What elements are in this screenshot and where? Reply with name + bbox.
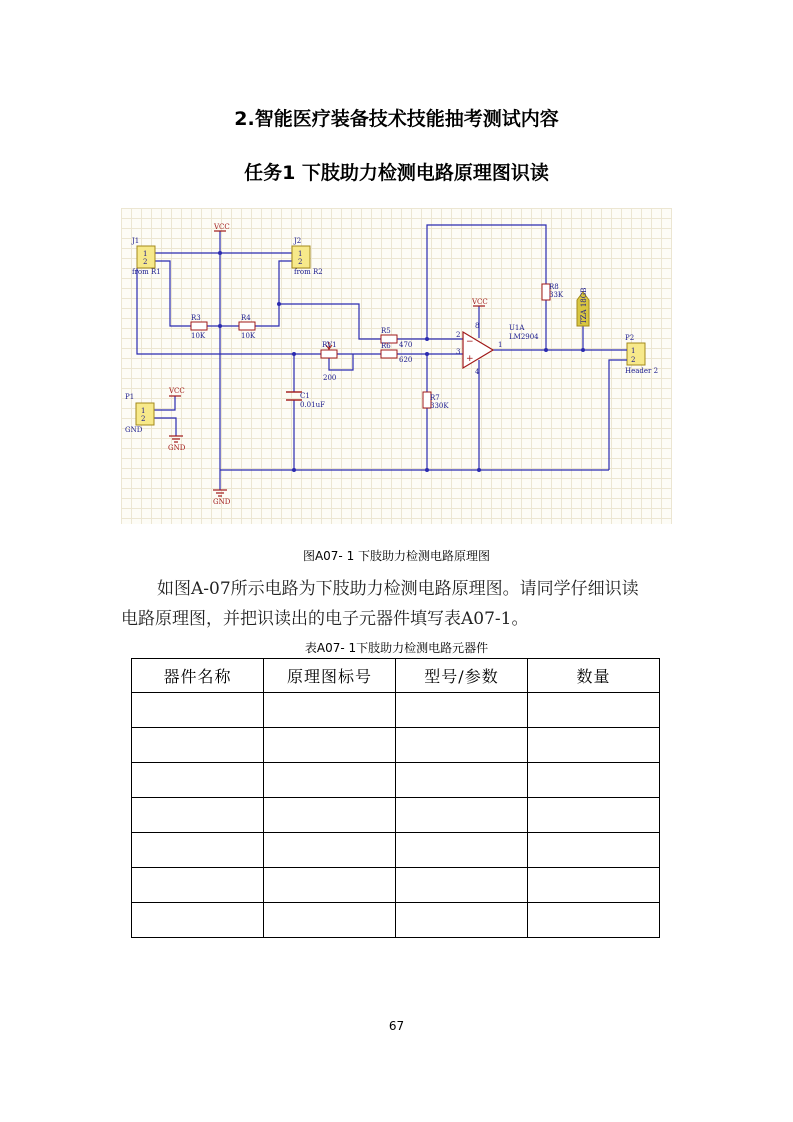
table-cell[interactable] bbox=[264, 728, 396, 763]
svg-text:8: 8 bbox=[475, 322, 480, 330]
table-cell[interactable] bbox=[528, 693, 660, 728]
vcc-top-label: VCC bbox=[214, 223, 230, 231]
table-row bbox=[132, 833, 660, 868]
svg-text:1: 1 bbox=[143, 250, 148, 258]
gnd-main-label: GND bbox=[213, 498, 231, 506]
svg-text:1: 1 bbox=[498, 341, 503, 349]
table-cell[interactable] bbox=[264, 763, 396, 798]
table-cell[interactable] bbox=[264, 833, 396, 868]
table-cell[interactable] bbox=[528, 903, 660, 938]
svg-text:470: 470 bbox=[399, 341, 413, 349]
r3-label: R3 bbox=[191, 314, 201, 322]
r7-label: R7 bbox=[430, 394, 440, 402]
svg-text:3: 3 bbox=[456, 348, 461, 356]
table-cell[interactable] bbox=[396, 728, 528, 763]
components-table bbox=[131, 658, 660, 938]
table-row bbox=[132, 693, 660, 728]
table-row bbox=[132, 868, 660, 903]
svg-text:10K: 10K bbox=[191, 332, 206, 340]
svg-text:GND: GND bbox=[125, 426, 143, 434]
table-caption: 表A07- 1下肢助力检测电路元器件 bbox=[304, 641, 489, 655]
header-model-param: 型号/参数 bbox=[396, 659, 528, 693]
svg-text:33K: 33K bbox=[549, 291, 564, 299]
section-heading: 2.智能医疗装备技术技能抽考测试内容 bbox=[234, 108, 559, 130]
svg-text:0.01uF: 0.01uF bbox=[300, 401, 325, 409]
svg-text:620: 620 bbox=[399, 356, 413, 364]
p1-label: P1 bbox=[125, 393, 135, 401]
svg-text:2: 2 bbox=[298, 258, 303, 266]
r5-label: R5 bbox=[381, 327, 391, 335]
header-schematic-label: 原理图标号 bbox=[264, 659, 396, 693]
table-row bbox=[132, 798, 660, 833]
p2-desc: Header 2 bbox=[625, 367, 659, 375]
table-cell[interactable] bbox=[264, 798, 396, 833]
svg-text:200: 200 bbox=[323, 374, 337, 382]
wires bbox=[137, 225, 613, 490]
r4-label: R4 bbox=[241, 314, 251, 322]
svg-text:2: 2 bbox=[631, 356, 636, 364]
table-cell[interactable] bbox=[264, 868, 396, 903]
instruction-paragraph bbox=[121, 574, 673, 634]
svg-text:TZA 18GB: TZA 18GB bbox=[580, 287, 588, 324]
task-heading: 任务1 下肢助力检测电路原理图识读 bbox=[244, 162, 549, 184]
net-flag bbox=[577, 288, 589, 326]
j1-label: J1 bbox=[132, 237, 140, 245]
opamp-u1a bbox=[463, 332, 493, 368]
svg-text:+: + bbox=[466, 354, 474, 364]
svg-text:1: 1 bbox=[141, 407, 146, 415]
table-cell[interactable] bbox=[528, 868, 660, 903]
table-cell[interactable] bbox=[264, 693, 396, 728]
header-quantity: 数量 bbox=[528, 659, 660, 693]
vcc-symbols bbox=[169, 231, 485, 396]
j2-desc: from R2 bbox=[294, 268, 323, 276]
table-row bbox=[132, 728, 660, 763]
header-component-name: 器件名称 bbox=[132, 659, 264, 693]
rv1-label: RV1 bbox=[322, 341, 337, 349]
svg-text:2: 2 bbox=[456, 331, 461, 339]
svg-text:4: 4 bbox=[475, 368, 480, 376]
table-cell[interactable] bbox=[132, 868, 264, 903]
connector-p2 bbox=[627, 343, 645, 365]
svg-text:1: 1 bbox=[631, 347, 636, 355]
table-cell[interactable] bbox=[396, 868, 528, 903]
table-cell[interactable] bbox=[132, 833, 264, 868]
table-cell[interactable] bbox=[396, 833, 528, 868]
p2-label: P2 bbox=[625, 334, 635, 342]
c1-label: C1 bbox=[300, 392, 310, 400]
svg-text:2: 2 bbox=[141, 415, 146, 423]
figure-caption: 图A07- 1 下肢助力检测电路原理图 bbox=[302, 549, 491, 563]
vcc-opamp-label: VCC bbox=[472, 298, 488, 306]
table-cell[interactable] bbox=[528, 763, 660, 798]
svg-text:−: − bbox=[466, 337, 474, 347]
j1-desc: from R1 bbox=[132, 268, 161, 276]
table-cell[interactable] bbox=[396, 903, 528, 938]
table-cell[interactable] bbox=[396, 798, 528, 833]
r8-label: R8 bbox=[549, 283, 559, 291]
svg-text:2: 2 bbox=[143, 258, 148, 266]
svg-text:330K: 330K bbox=[430, 402, 449, 410]
table-cell[interactable] bbox=[528, 833, 660, 868]
svg-text:1: 1 bbox=[298, 250, 303, 258]
table-row bbox=[132, 763, 660, 798]
table-cell[interactable] bbox=[132, 728, 264, 763]
j2-label: J2 bbox=[294, 237, 302, 245]
resistors bbox=[191, 284, 550, 408]
svg-text:10K: 10K bbox=[241, 332, 256, 340]
table-cell[interactable] bbox=[528, 728, 660, 763]
r6-label: R6 bbox=[381, 342, 391, 350]
table-cell[interactable] bbox=[528, 798, 660, 833]
resistor-r6 bbox=[381, 350, 397, 358]
paragraph-line-1: 如图A-07所示电路为下肢助力检测电路原理图。请同学仔细识读 bbox=[157, 579, 639, 599]
svg-text:VCC: VCC bbox=[169, 387, 185, 395]
table-cell[interactable] bbox=[396, 693, 528, 728]
table-cell[interactable] bbox=[396, 763, 528, 798]
table-cell[interactable] bbox=[264, 903, 396, 938]
resistor-r3 bbox=[191, 322, 207, 330]
u1a-label: U1A bbox=[509, 324, 525, 332]
resistor-r4 bbox=[239, 322, 255, 330]
table-header-row bbox=[132, 659, 660, 693]
circuit-schematic bbox=[121, 208, 672, 524]
table-cell[interactable] bbox=[132, 693, 264, 728]
page-number: 67 bbox=[388, 1019, 405, 1033]
paragraph-line-2: 电路原理图，并把识读出的电子元器件填写表A07-1。 bbox=[121, 609, 529, 629]
svg-text:LM2904: LM2904 bbox=[509, 333, 539, 341]
table-body bbox=[132, 693, 660, 938]
table-cell[interactable] bbox=[132, 903, 264, 938]
potentiometer-rv1 bbox=[321, 350, 337, 358]
table-row bbox=[132, 903, 660, 938]
svg-text:GND: GND bbox=[168, 444, 186, 452]
table-cell[interactable] bbox=[132, 798, 264, 833]
table-cell[interactable] bbox=[132, 763, 264, 798]
